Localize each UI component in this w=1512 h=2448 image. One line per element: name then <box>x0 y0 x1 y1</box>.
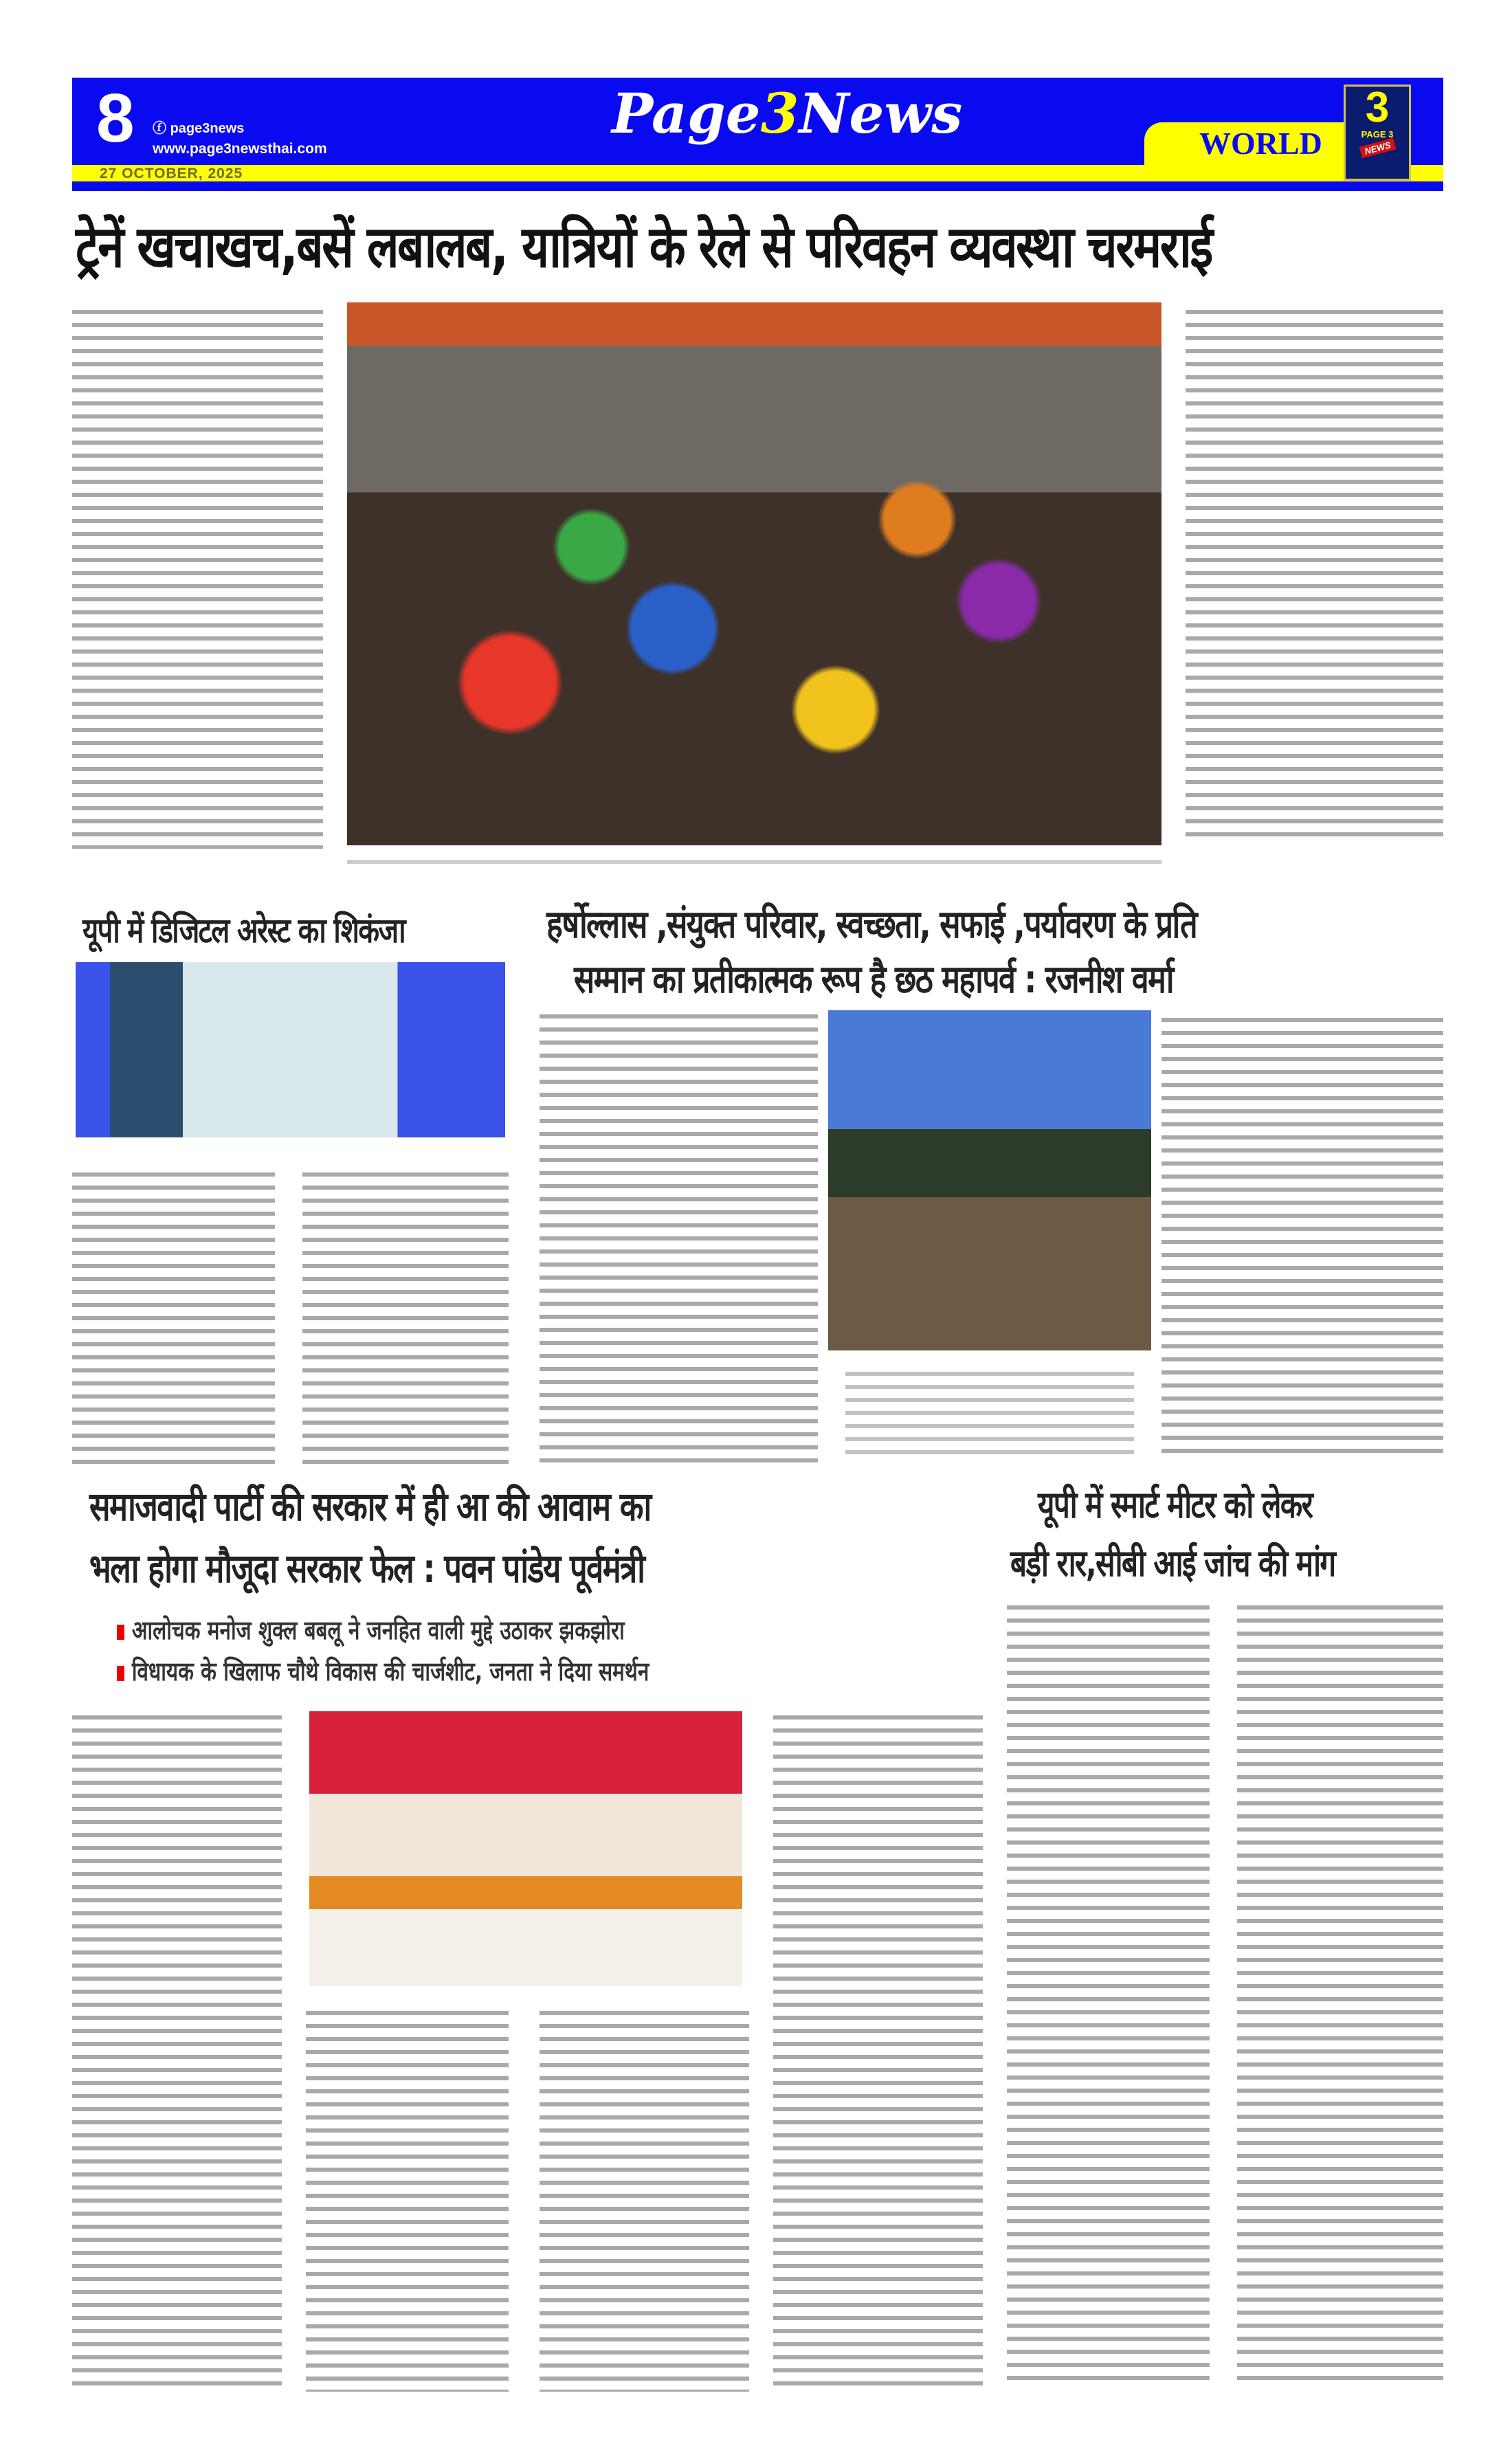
story4-photo <box>309 1711 742 1986</box>
issue-date: 27 OCTOBER, 2025 <box>100 166 243 181</box>
lead-body-right <box>1186 306 1443 845</box>
badge-news: NEWS <box>1359 138 1396 159</box>
story4-headline-line2: भला होगा मौजूदा सरकार फेल : पवन पांडेय पूर्वमंत्री <box>89 1545 645 1592</box>
story3-headline-line1: हर्षोल्लास ,संयुक्त परिवार, स्वच्छता, सफाई ,पर्यावरण के प्रति <box>546 902 1197 947</box>
section-label: WORLD <box>1199 126 1322 161</box>
story4-bullet <box>117 1653 649 1689</box>
lead-photo <box>347 302 1161 845</box>
newspaper-logo <box>612 81 963 146</box>
bullet-text: विधायक के खिलाफ चौथे विकास की चार्जशीट, जनता ने दिया समर्थन <box>131 1656 649 1687</box>
story4-body-col1 <box>72 1711 282 2392</box>
story3-body-col1 <box>540 1010 818 1464</box>
story2-headline: यूपी में डिजिटल अरेस्ट का शिकंजा <box>82 911 405 950</box>
facebook-text: page3news <box>170 121 245 136</box>
story4-body-col4 <box>773 1711 983 2392</box>
badge-page: PAGE 3 <box>1361 129 1394 140</box>
lead-photo-caption <box>347 856 1161 869</box>
story2-body-col1 <box>72 1168 275 1464</box>
lead-body-left <box>72 306 323 849</box>
story3-photo <box>828 1010 1151 1350</box>
page-number: 8 <box>96 80 135 157</box>
story3-body-col2 <box>1161 1014 1443 1457</box>
facebook-handle <box>153 117 244 137</box>
bullet-marker <box>117 1666 124 1681</box>
story5-headline-line1: यूपी में स्मार्ट मीटर को लेकर <box>1038 1483 1313 1526</box>
story5-body-col1 <box>1007 1601 1210 2385</box>
bullet-text: आलोचक मनोज शुक्ल बबलू ने जनहित वाली मुद्दे उठाकर झकझोरा <box>131 1615 625 1645</box>
logo-number: 3 <box>760 81 799 146</box>
story4-bullet <box>117 1612 625 1647</box>
story4-body-col3 <box>540 2007 749 2392</box>
logo-prefix: Page <box>612 81 761 146</box>
story3-photo-caption <box>845 1368 1134 1457</box>
story3-headline-line2: सम्मान का प्रतीकात्मक रूप है छठ महापर्व : रजनीश वर्मा <box>574 957 1173 1002</box>
date-strip <box>72 165 1443 181</box>
story2-body-col2 <box>302 1168 509 1464</box>
facebook-icon: ⓕ <box>153 121 170 136</box>
page3-badge <box>1344 85 1411 181</box>
bullet-marker <box>117 1625 124 1640</box>
story4-body-col2 <box>306 2007 509 2392</box>
story2-photo <box>76 962 505 1137</box>
logo-suffix: News <box>799 81 963 146</box>
story4-headline-line1: समाजवादी पार्टी की सरकार में ही आ की आवाम का <box>89 1483 651 1530</box>
website: www.page3newsthai.com <box>153 141 327 157</box>
story5-body-col2 <box>1237 1601 1443 2385</box>
badge-number: 3 <box>1365 84 1390 131</box>
lead-headline: ट्रेनें खचाखच,बसें लबालब, यात्रियों के रेले से परिवहन व्यवस्था चरमराई <box>76 213 1212 280</box>
story5-headline-line2: बड़ी रार,सीबी आई जांच की मांग <box>1010 1542 1335 1585</box>
